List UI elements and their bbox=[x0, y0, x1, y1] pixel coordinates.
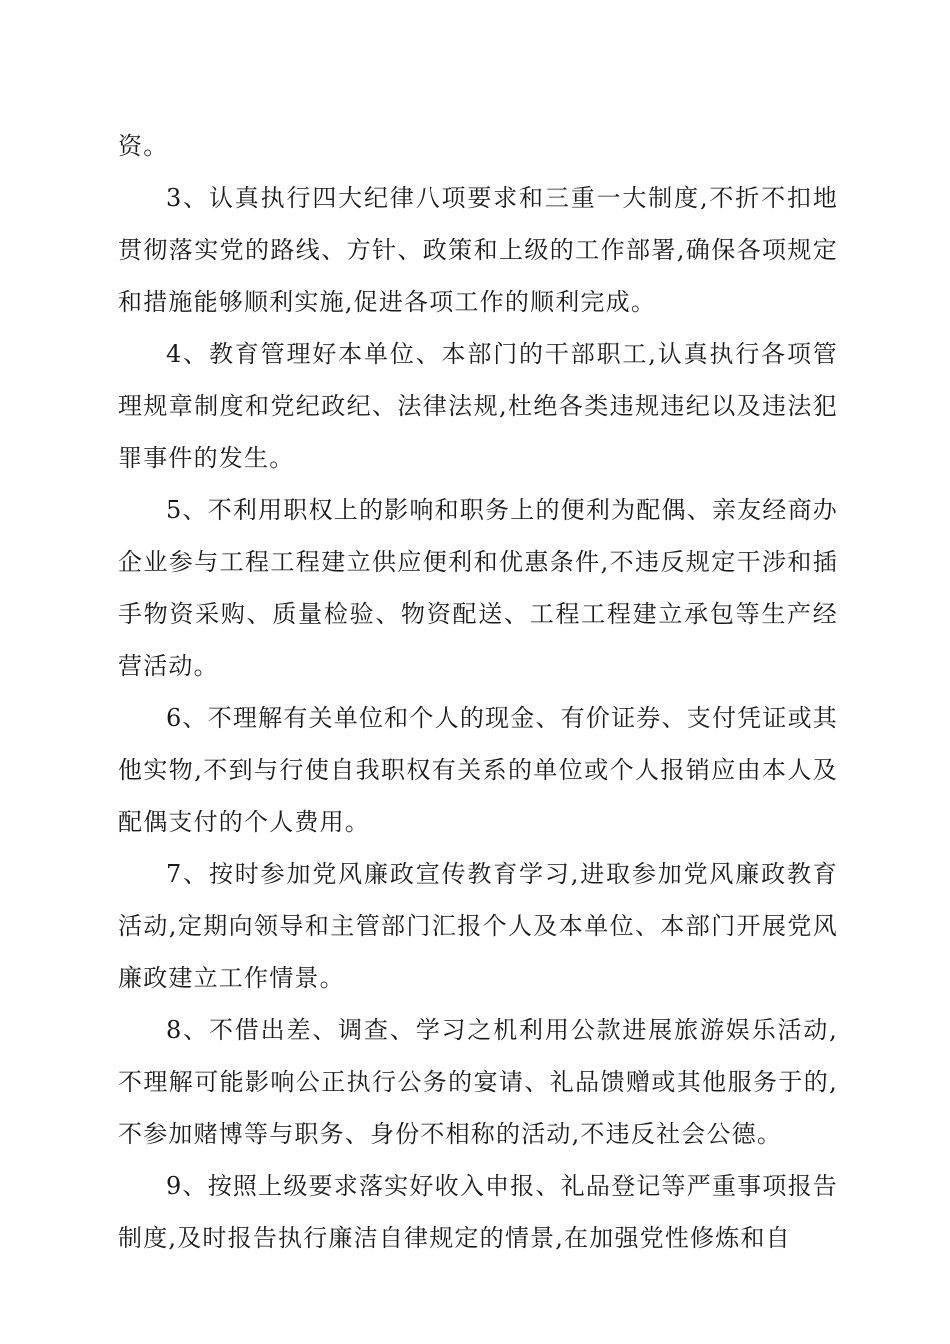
paragraph-item-7: 7、按时参加党风廉政宣传教育学习,进取参加党风廉政教育活动,定期向领导和主管部门汇报个人及本单位、本部门开展党风廉政建立工作情景。 bbox=[118, 860, 838, 992]
paragraph-item-9: 9、按照上级要求落实好收入申报、礼品登记等严重事项报告制度,及时报告执行廉洁自律规定的情景,在加强党性修炼和自 bbox=[118, 1172, 838, 1252]
paragraph-item-6: 6、不理解有关单位和个人的现金、有价证券、支付凭证或其他实物,不到与行使自我职权有关系的单位或个人报销应由本人及配偶支付的个人费用。 bbox=[118, 704, 838, 836]
paragraph-item-4: 4、教育管理好本单位、本部门的干部职工,认真执行各项管理规章制度和党纪政纪、法律法规,杜绝各类违规违纪以及违法犯罪事件的发生。 bbox=[118, 340, 838, 472]
paragraph-item-5: 5、不利用职权上的影响和职务上的便利为配偶、亲友经商办企业参与工程工程建立供应便利和优惠条件,不违反规定干涉和插手物资采购、质量检验、物资配送、工程工程建立承包等生产经营活动。 bbox=[118, 496, 838, 680]
document-page bbox=[118, 120, 838, 1264]
paragraph-continuation: 资。 bbox=[118, 132, 169, 160]
paragraph-item-3: 3、认真执行四大纪律八项要求和三重一大制度,不折不扣地贯彻落实党的路线、方针、政策和上级的工作部署,确保各项规定和措施能够顺利实施,促进各项工作的顺利完成。 bbox=[118, 184, 838, 316]
paragraph-item-8: 8、不借出差、调查、学习之机利用公款进展旅游娱乐活动,不理解可能影响公正执行公务的宴请、礼品馈赠或其他服务于的,不参加赌博等与职务、身份不相称的活动,不违反社会公德。 bbox=[118, 1016, 838, 1148]
